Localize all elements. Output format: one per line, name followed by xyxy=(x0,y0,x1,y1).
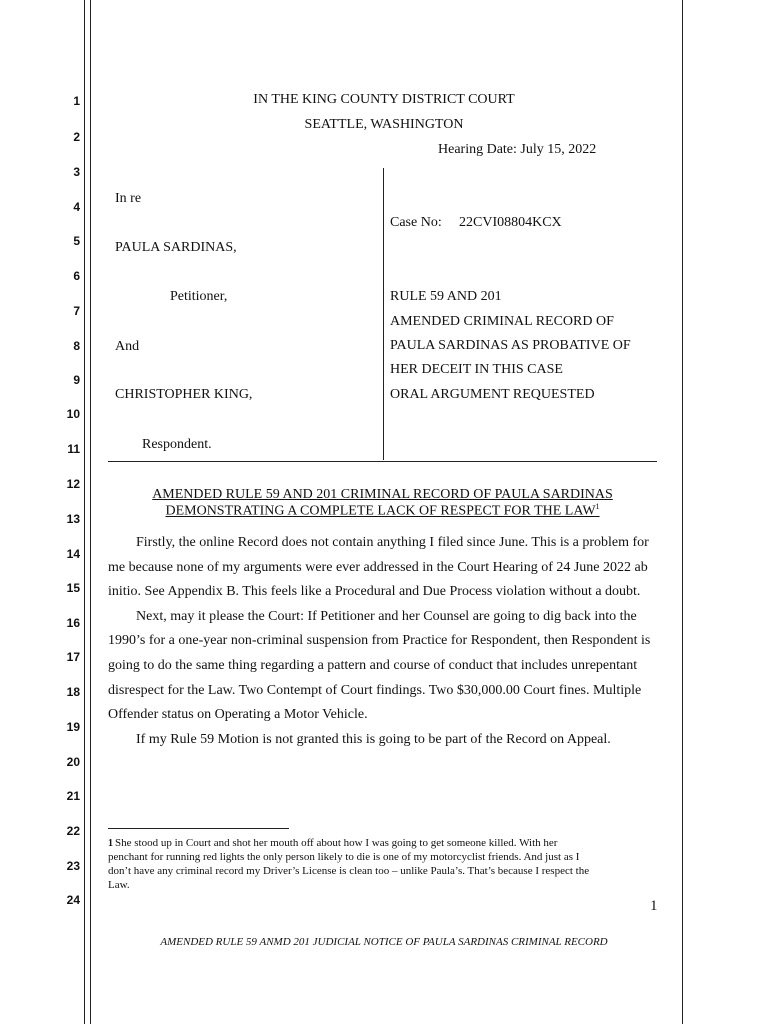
court-location: SEATTLE, WASHINGTON xyxy=(304,117,464,132)
body-line: disrespect for the Law. Two Contempt of Court findings. Two $30,000.00 Court fines. Multiple xyxy=(108,683,642,698)
motion-line: HER DECEIT IN THIS CASE xyxy=(390,362,563,377)
page-number: 1 xyxy=(650,898,658,914)
line-number: 11 xyxy=(67,442,80,456)
caption-and: And xyxy=(115,339,140,354)
line-number: 18 xyxy=(66,685,80,699)
line-number: 8 xyxy=(73,339,80,353)
line-number: 2 xyxy=(73,130,80,144)
caption-divider-horizontal xyxy=(108,461,657,462)
petitioner-label: Petitioner, xyxy=(170,289,228,304)
page-footer: AMENDED RULE 59 ANMD 201 JUDICIAL NOTICE OF PAULA SARDINAS CRIMINAL RECORD xyxy=(160,936,608,948)
petitioner-name: PAULA SARDINAS, xyxy=(115,240,237,255)
line-number: 9 xyxy=(73,373,80,387)
line-number: 13 xyxy=(66,512,80,526)
motion-line: PAULA SARDINAS AS PROBATIVE OF xyxy=(390,338,631,353)
line-number: 15 xyxy=(66,581,80,595)
line-number: 14 xyxy=(66,547,80,561)
line-number: 1 xyxy=(73,94,80,108)
line-number: 21 xyxy=(66,789,80,803)
line-number: 12 xyxy=(66,477,80,491)
caption-in-re: In re xyxy=(115,191,142,206)
case-no-label: Case No: xyxy=(390,215,442,230)
line-number: 5 xyxy=(73,234,80,248)
line-number: 7 xyxy=(73,304,80,318)
motion-line: ORAL ARGUMENT REQUESTED xyxy=(390,387,595,402)
court-name: IN THE KING COUNTY DISTRICT COURT xyxy=(253,92,515,107)
respondent-label: Respondent. xyxy=(142,437,212,452)
footnote-line: Law. xyxy=(108,879,130,891)
body-line: initio. See Appendix B. This feels like a Procedural and Due Process violation without a doubt. xyxy=(108,584,641,599)
motion-line: RULE 59 AND 201 xyxy=(390,289,502,304)
line-number: 22 xyxy=(66,824,80,838)
margin-rule-left-inner xyxy=(90,0,91,1024)
line-number: 23 xyxy=(66,859,80,873)
footnote-text: She stood up in Court and shot her mouth off about how I was going to get someone killed. With her xyxy=(115,837,558,849)
body-line: Offender status on Operating a Motor Vehicle. xyxy=(108,707,368,722)
line-number: 10 xyxy=(66,407,80,421)
body-line: going to do the same thing regarding a pattern and course of conduct that includes unrepentant xyxy=(108,658,638,673)
footnote-reference: 1 xyxy=(595,502,600,511)
line-number: 17 xyxy=(66,650,80,664)
line-number: 19 xyxy=(66,720,80,734)
footnote-separator xyxy=(108,828,289,829)
body-line: me because none of my arguments were ever addressed in the Court Hearing of 24 June 2022 ab xyxy=(108,560,648,575)
footnote-line: don’t have any criminal record my Driver’s License is clean too – unlike Paula’s. That’s because I respect the xyxy=(108,865,590,877)
body-line: If my Rule 59 Motion is not granted this is going to be part of the Record on Appeal. xyxy=(136,732,611,747)
document-title-line1: AMENDED RULE 59 AND 201 CRIMINAL RECORD OF PAULA SARDINAS xyxy=(152,487,613,502)
case-no-value: 22CVI08804KCX xyxy=(459,215,562,230)
footnote-line: penchant for running red lights the only person likely to die is one of my motorcyclist friends. And just as I xyxy=(108,851,580,863)
respondent-name: CHRISTOPHER KING, xyxy=(115,387,253,402)
line-number: 24 xyxy=(66,893,80,907)
margin-rule-left-outer xyxy=(84,0,85,1024)
footnote-line xyxy=(108,837,557,849)
motion-line: AMENDED CRIMINAL RECORD OF xyxy=(390,314,614,329)
line-number: 16 xyxy=(66,616,80,630)
document-title-text: DEMONSTRATING A COMPLETE LACK OF RESPECT FOR THE LAW xyxy=(165,503,596,519)
hearing-date: Hearing Date: July 15, 2022 xyxy=(438,142,597,157)
body-line: Firstly, the online Record does not contain anything I filed since June. This is a problem for xyxy=(136,535,649,550)
line-number: 20 xyxy=(66,755,80,769)
document-title-line2 xyxy=(108,502,657,520)
line-number: 6 xyxy=(73,269,80,283)
caption-divider-vertical xyxy=(383,168,384,460)
body-line: Next, may it please the Court: If Petitioner and her Counsel are going to dig back into the xyxy=(136,609,637,624)
line-number: 4 xyxy=(73,200,80,214)
line-number: 3 xyxy=(73,165,80,179)
margin-rule-right xyxy=(682,0,683,1024)
body-line: 1990’s for a one-year non-criminal suspension from Practice for Respondent, then Respondent is xyxy=(108,633,651,648)
footnote-number: 1 xyxy=(108,838,113,849)
